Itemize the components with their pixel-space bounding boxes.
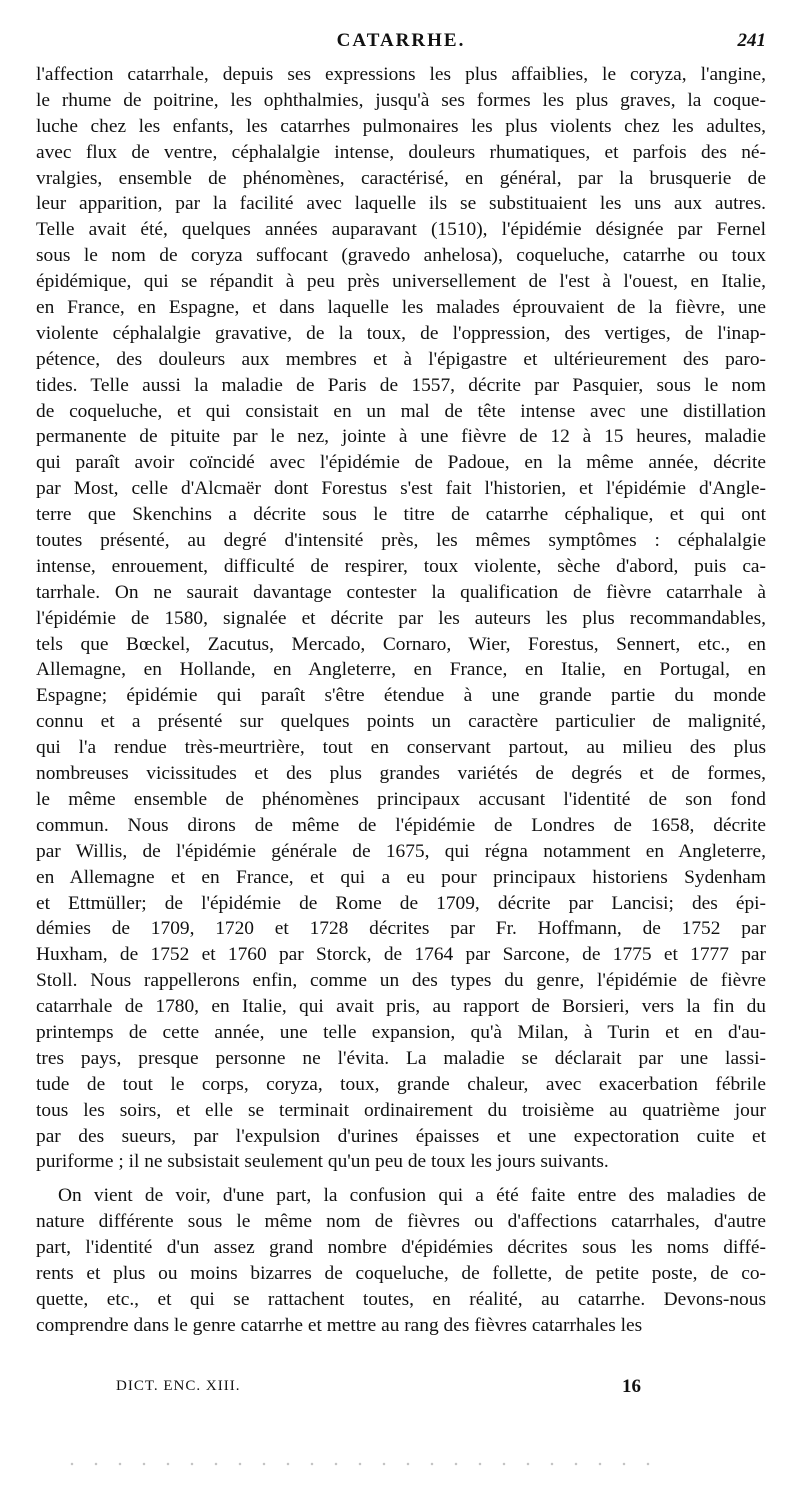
sheet-number: 16: [622, 1376, 641, 1397]
text-line: toutes présenté, au degré d'intensité près, les mêmes symptômes : céphalalgie: [36, 530, 766, 552]
text-line: épidémique, qui se répandit à peu près universellement de l'est à l'ouest, en Italie,: [36, 271, 766, 293]
text-line: avec flux de ventre, céphalalgie intense, douleurs rhumatiques, et parfois des né-: [36, 141, 766, 163]
text-line: tels que Bœckel, Zacutus, Mercado, Cornaro, Wier, Forestus, Sennert, etc., en: [36, 633, 766, 655]
running-header: [36, 30, 766, 56]
text-line: permanente de pituite par le nez, jointe à une fièvre de 12 à 15 heures, maladie: [36, 426, 766, 448]
text-line: tarrhale. On ne saurait davantage contester la qualification de fièvre catarrhale à: [36, 581, 766, 603]
text-line: tude de tout le corps, coryza, toux, grande chaleur, avec exacerbation fébrile: [36, 1073, 766, 1095]
body-text: [36, 62, 766, 1339]
text-line: tres pays, presque personne ne l'évita. La maladie se déclarait par une lassi-: [36, 1047, 766, 1069]
text-line: Huxham, de 1752 et 1760 par Storck, de 1764 par Sarcone, de 1775 et 1777 par: [36, 944, 766, 966]
text-line: Allemagne, en Hollande, en Angleterre, en France, en Italie, en Portugal, en: [36, 659, 766, 681]
text-line: l'affection catarrhale, depuis ses expressions les plus affaiblies, le coryza, l'angine,: [36, 64, 766, 85]
text-line: le même ensemble de phénomènes principaux accusant l'identité de son fond: [36, 788, 766, 810]
text-line: comprendre dans le genre catarrhe et mettre au rang des fièvres catarrhales les: [36, 1314, 643, 1336]
text-line: luche chez les enfants, les catarrhes pulmonaires les plus violents chez les adultes,: [36, 115, 766, 137]
text-line: rents et plus ou moins bizarres de coqueluche, de follette, de petite poste, de co-: [36, 1262, 766, 1284]
text-line: Stoll. Nous rappellerons enfin, comme un des types du genre, l'épidémie de fièvre: [36, 970, 766, 992]
text-line: intense, enrouement, difficulté de respirer, toux violente, sèche d'abord, puis ca-: [36, 555, 766, 577]
text-line: et Ettmüller; de l'épidémie de Rome de 1709, décrite par Lancisi; des épi-: [36, 892, 766, 914]
text-line: l'épidémie de 1580, signalée et décrite par les auteurs les plus recommandables,: [36, 607, 766, 629]
text-line: terre que Skenchins a décrite sous le titre de catarrhe céphalique, et qui ont: [36, 504, 766, 526]
text-line: le rhume de poitrine, les ophthalmies, jusqu'à ses formes les plus graves, la coque-: [36, 89, 766, 111]
text-line: Telle avait été, quelques années auparavant (1510), l'épidémie désignée par Fernel: [36, 219, 766, 241]
text-line: printemps de cette année, une telle expansion, qu'à Milan, à Turin et en d'au-: [36, 1021, 766, 1043]
text-line: qui l'a rendue très-meurtrière, tout en conservant partout, au milieu des plus: [36, 737, 766, 759]
text-line: commun. Nous dirons de même de l'épidémie de Londres de 1658, décrite: [36, 814, 766, 836]
text-line: tous les soirs, et elle se terminait ordinairement du troisième au quatrième jour: [36, 1099, 766, 1121]
text-line: de coqueluche, et qui consistait en un mal de tête intense avec une distillation: [36, 400, 766, 422]
text-line: part, l'identité d'un assez grand nombre d'épidémies décrites sous les noms diffé-: [36, 1237, 766, 1259]
text-line: On vient de voir, d'une part, la confusion qui a été faite entre des maladies de: [58, 1185, 766, 1207]
text-line: démies de 1709, 1720 et 1728 décrites par Fr. Hoffmann, de 1752 par: [36, 918, 766, 940]
text-line: par des sueurs, par l'expulsion d'urines épaisses et une expectoration cuite et: [36, 1125, 766, 1147]
text-line: quette, etc., et qui se rattachent toutes, en réalité, au catarrhe. Devons-nous: [36, 1288, 766, 1310]
text-line: en Allemagne et en France, et qui a eu pour principaux historiens Sydenham: [36, 866, 766, 888]
running-title: CATARRHE.: [336, 30, 466, 51]
text-line: tides. Telle aussi la maladie de Paris de 1557, décrite par Pasquier, sous le nom: [36, 374, 766, 396]
paragraph: [36, 1183, 766, 1338]
text-line: par Most, celle d'Alcmaër dont Forestus s'est fait l'historien, et l'épidémie d'Angle-: [36, 478, 766, 500]
bleed-through-marks: [60, 1462, 670, 1466]
paragraph-gap: [36, 1175, 766, 1183]
text-line: sous le nom de coryza suffocant (gravedo anhelosa), coqueluche, catarrhe ou toux: [36, 245, 766, 267]
page-footer: [36, 1378, 766, 1404]
text-line: connu et a présenté sur quelques points un caractère particulier de malignité,: [36, 711, 766, 733]
signature-mark: DICT. ENC. XIII.: [116, 1378, 241, 1394]
text-line: vralgies, ensemble de phénomènes, caractérisé, en général, par la brusquerie de: [36, 167, 766, 189]
text-line: leur apparition, par la facilité avec laquelle ils se substituaient les uns aux autres.: [36, 193, 766, 215]
text-line: catarrhale de 1780, en Italie, qui avait pris, au rapport de Borsieri, vers la fin du: [36, 996, 766, 1018]
text-line: nombreuses vicissitudes et des plus grandes variétés de degrés et de formes,: [36, 763, 766, 785]
text-line: violente céphalalgie gravative, de la toux, de l'oppression, des vertiges, de l'inap-: [36, 322, 766, 344]
text-line: Espagne; épidémie qui paraît s'être étendue à une grande partie du monde: [36, 685, 766, 707]
text-line: nature différente sous le même nom de fièvres ou d'affections catarrhales, d'autre: [36, 1211, 766, 1233]
page-number: 241: [737, 30, 766, 51]
text-line: puriforme ; il ne subsistait seulement qu'un peu de toux les jours suivants.: [36, 1151, 609, 1173]
paragraph: [36, 62, 766, 1175]
text-line: par Willis, de l'épidémie générale de 1675, qui régna notamment en Angleterre,: [36, 840, 766, 862]
text-line: pétence, des douleurs aux membres et à l'épigastre et ultérieurement des paro-: [36, 348, 766, 370]
text-line: en France, en Espagne, et dans laquelle les malades éprouvaient de la fièvre, une: [36, 297, 766, 319]
text-line: qui paraît avoir coïncidé avec l'épidémie de Padoue, en la même année, décrite: [36, 452, 766, 474]
